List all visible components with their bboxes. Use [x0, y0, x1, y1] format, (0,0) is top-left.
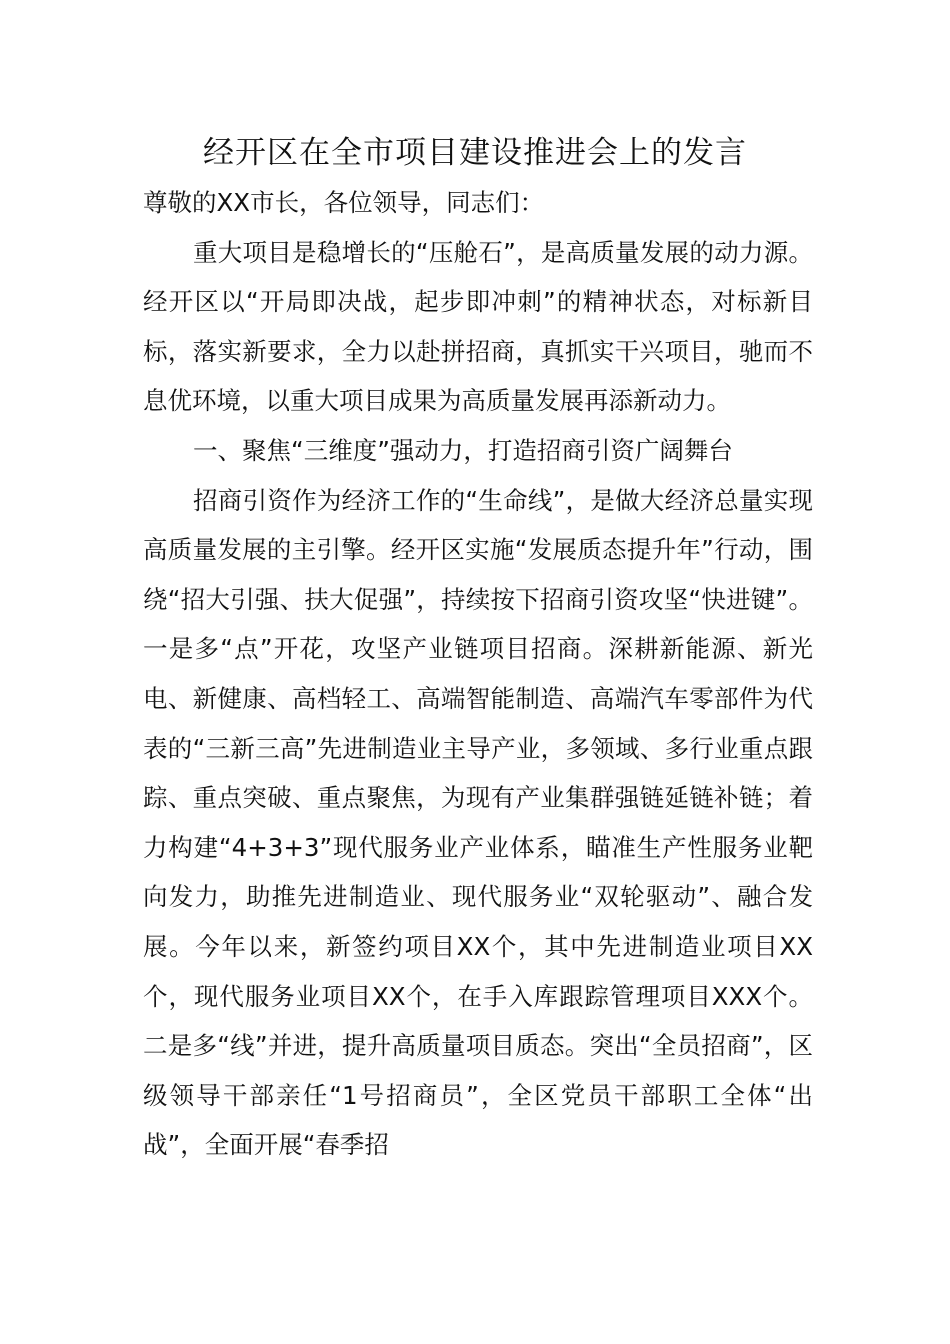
document-body — [143, 178, 813, 1170]
section-heading-1: 一、聚焦“三维度”强动力，打造招商引资广阔舞台 — [193, 435, 733, 465]
paragraph-investment: 招商引资作为经济工作的“生命线”，是做大经济总量实现高质量发展的主引擎。经开区实施“发展质态提升年”行动，围绕“招大引强、扶大促强”，持续按下招商引资攻坚“快进键”。一是多“点”开花，攻坚产业链项目招商。深耕新能源、新光电、新健康、高档轻工、高端智能制造、高端汽车零部件为代表的“三新三高”先进制造业主导产业，多领域、多行业重点跟踪、重点突破、重点聚焦，为现有产业集群强链延链补链；着力构建“4+3+3”现代服务业产业体系，瞄准生产性服务业靶向发力，助推先进制造业、现代服务业“双轮驱动”、融合发展。今年以来，新签约项目XX个，其中先进制造业项目XX个，现代服务业项目XX个，在手入库跟踪管理项目XXX个。二是多“线”并进，提升高质量项目质态。突出“全员招商”，区级领导干部亲任“1号招商员”，全区党员干部职工全体“出战”，全面开展“春季招 — [143, 485, 813, 1160]
document-title: 经开区在全市项目建设推进会上的发言 — [203, 135, 747, 171]
paragraph-intro: 重大项目是稳增长的“压舱石”，是高质量发展的动力源。经开区以“开局即决战，起步即冲刺”的精神状态，对标新目标，落实新要求，全力以赴拼招商，真抓实干兴项目，驰而不息优环境，以重大项目成果为高质量发展再添新动力。 — [143, 237, 813, 416]
salutation: 尊敬的XX市长，各位领导，同志们： — [143, 188, 545, 217]
